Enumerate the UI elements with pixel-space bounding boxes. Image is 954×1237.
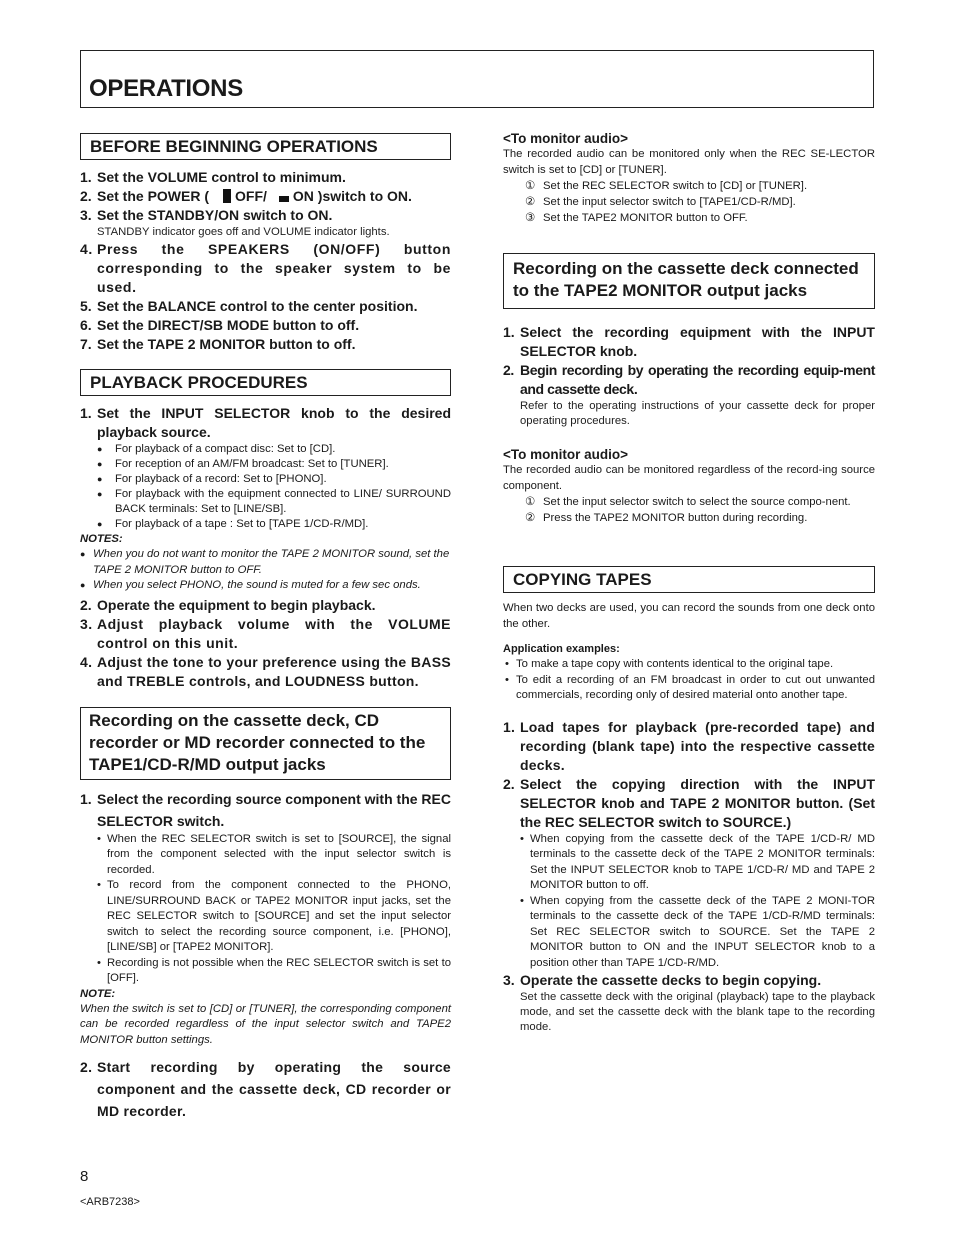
list-item: ● For reception of an AM/FM broadcast: Set to [TUNER]. xyxy=(97,457,451,472)
tape1-steps xyxy=(80,788,451,832)
before-step: 6. Set the DIRECT/SB MODE button to off. xyxy=(80,317,360,333)
note-item: ● When you select PHONO, the sound is muted for a few sec onds. xyxy=(80,578,451,594)
power-on-symbol-icon xyxy=(279,196,289,202)
copying-steps-continued xyxy=(503,971,875,1035)
before-step: 4. Press the SPEAKERS (ON/OFF) button corresponding to the speaker system to be used. xyxy=(80,241,451,295)
playback-step: 1. Set the INPUT SELECTOR knob to the desired playback source. xyxy=(80,405,451,440)
list-item: ● For playback of a tape : Set to [TAPE 1/CD-R/MD]. xyxy=(97,517,451,532)
note-label: NOTE: xyxy=(80,987,116,1000)
tape2-step: 1. Select the recording equipment with the INPUT SELECTOR knob. xyxy=(503,324,875,359)
playback-notes xyxy=(80,547,451,594)
monitor-text: The recorded audio can be monitored regardless of the record-ing source component. xyxy=(503,464,875,492)
tape1-bullets xyxy=(80,832,451,987)
tape2-heading: Recording on the cassette deck connected to the TAPE2 MONITOR output jacks xyxy=(503,253,875,309)
copying-step: 2. Select the copying direction with the INPUT SELECTOR knob and TAPE 2 MONITOR button. (Set the REC SELECTOR switch to SOURCE.) xyxy=(503,775,875,830)
list-item: ③ Set the TAPE2 MONITOR button to OFF. xyxy=(525,212,748,224)
copying-step: 3. Operate the cassette decks to begin copying. Set the cassette deck with the original (playback) tape to the playback mode, and set the cassette deck with the blank tape to the recording mode. xyxy=(503,972,875,1033)
playback-step: 3. Adjust playback volume with the VOLUME control on this unit. xyxy=(80,615,451,651)
playback-step: 4. Adjust the tone to your preference using the BASS and TREBLE controls, and LOUDNESS button. xyxy=(80,653,451,689)
page-title: OPERATIONS xyxy=(89,75,243,102)
before-step: 1. Set the VOLUME control to minimum. xyxy=(80,169,346,185)
copying-intro: When two decks are used, you can record the sounds from one deck onto the other. xyxy=(503,602,875,630)
monitor-heading: <To monitor audio> xyxy=(503,447,629,462)
list-item: ● For playback of a record: Set to [PHONO]. xyxy=(97,472,451,487)
right-column xyxy=(503,130,875,1035)
before-step: 7. Set the TAPE 2 MONITOR button to off. xyxy=(80,336,356,352)
before-step: 3. Set the STANDBY/ON switch to ON. STANDBY indicator goes off and VOLUME indicator lights. xyxy=(80,207,390,238)
notes-label: NOTES: xyxy=(80,533,123,545)
list-item: ● For playback with the equipment connected to LINE/ SURROUND BACK terminals: Set to [LINE/SB]. xyxy=(97,487,451,517)
list-item: • To make a tape copy with contents identical to the original tape. xyxy=(503,657,875,673)
monitor-heading: <To monitor audio> xyxy=(503,131,629,146)
tape1-step: 1. Select the recording source component with the REC SELECTOR switch. xyxy=(80,790,451,829)
playback-steps xyxy=(80,404,451,442)
list-item: ② Press the TAPE2 MONITOR button during recording. xyxy=(525,512,808,524)
page-number: 8 xyxy=(80,1168,89,1185)
playback-source-list xyxy=(80,442,451,532)
list-item: ● For playback of a compact disc: Set to [CD]. xyxy=(97,442,451,457)
examples-list xyxy=(503,657,875,704)
monitor-steps xyxy=(503,494,875,526)
list-item: • Recording is not possible when the REC SELECTOR switch is set to [OFF]. xyxy=(97,956,451,987)
page-title-box xyxy=(80,50,874,108)
list-item: ① Set the input selector switch to select the source compo-nent. xyxy=(525,496,851,508)
copying-step: 1. Load tapes for playback (pre-recorded tape) and recording (blank tape) into the respective cassette decks. xyxy=(503,718,875,773)
copying-heading: COPYING TAPES xyxy=(503,566,875,593)
list-item: • To record from the component connected to the PHONO, LINE/SURROUND BACK or TAPE2 MONITOR input jacks, set the REC SELECTOR switch to [SOURCE] and set the input selector switch to select the recording source component, i.e. [PHONO], [LINE/SB] or [TAPE2 MONITOR]. xyxy=(97,878,451,956)
list-item: ① Set the REC SELECTOR switch to [CD] or [TUNER]. xyxy=(525,180,808,192)
copying-steps xyxy=(503,718,875,832)
document-code: <ARB7238> xyxy=(80,1196,140,1208)
before-steps xyxy=(80,168,451,354)
note-item: ● When you do not want to monitor the TAPE 2 MONITOR sound, set the TAPE 2 MONITOR button to OFF. xyxy=(80,547,451,578)
monitor-steps xyxy=(503,178,875,226)
playback-steps-continued xyxy=(80,596,451,691)
before-heading: BEFORE BEGINNING OPERATIONS xyxy=(80,133,451,160)
left-column xyxy=(80,130,451,1122)
tape2-steps xyxy=(503,323,875,429)
tape1-step: 2. Start recording by operating the source component and the cassette deck, CD recorder or MD recorder. xyxy=(80,1059,451,1119)
list-item: • When copying from the cassette deck of the TAPE 2 MONI-TOR terminals to the cassette deck of the TAPE 1/CD-R/MD terminals: Set REC SELECTOR switch to SOURCE. Set the TAPE 2 MONITOR button to ON and the INPUT SELECTOR knob to a position other than TAPE 1/CD-R/MD. xyxy=(520,894,875,972)
power-off-symbol-icon xyxy=(223,189,231,203)
tape1-heading: Recording on the cassette deck, CD recorder or MD recorder connected to the TAPE1/CD-R/MD output jacks xyxy=(80,707,451,780)
list-item: ② Set the input selector switch to [TAPE1/CD-R/MD]. xyxy=(525,196,796,208)
copying-bullets xyxy=(503,832,875,972)
list-item: • When the REC SELECTOR switch is set to [SOURCE], the signal from the component selected with the input selector switch is recorded. xyxy=(97,832,451,879)
playback-step: 2. Operate the equipment to begin playback. xyxy=(80,596,376,613)
list-item: • When copying from the cassette deck of the TAPE 1/CD-R/ MD terminals to the cassette deck of the TAPE 2 MONITOR terminals: Set the INPUT SELECTOR knob to TAPE 1/CD-R/ MD and TAPE 2 MONITOR button to off. xyxy=(520,832,875,894)
before-step: 2. Set the POWER ( OFF/ ON )switch to ON. xyxy=(80,188,412,204)
tape1-note: When the switch is set to [CD] or [TUNER], the corresponding component can be recorded regardless of the input selector switch and TAPE2 MONITOR button settings. xyxy=(80,1002,451,1046)
tape2-step: 2. Begin recording by operating the recording equip-ment and cassette deck. Refer to the operating instructions of your cassette deck for proper operating procedures. xyxy=(503,362,875,427)
examples-label: Application examples: xyxy=(503,643,620,655)
playback-heading: PLAYBACK PROCEDURES xyxy=(80,369,451,396)
before-step: 5. Set the BALANCE control to the center position. xyxy=(80,298,418,314)
list-item: • To edit a recording of an FM broadcast in order to cut out unwanted commercials, recording only of desired material onto another tape. xyxy=(503,673,875,704)
tape1-steps-continued xyxy=(80,1056,451,1122)
monitor-text: The recorded audio can be monitored only when the REC SE-LECTOR switch is set to [CD] or [TUNER]. xyxy=(503,148,875,176)
